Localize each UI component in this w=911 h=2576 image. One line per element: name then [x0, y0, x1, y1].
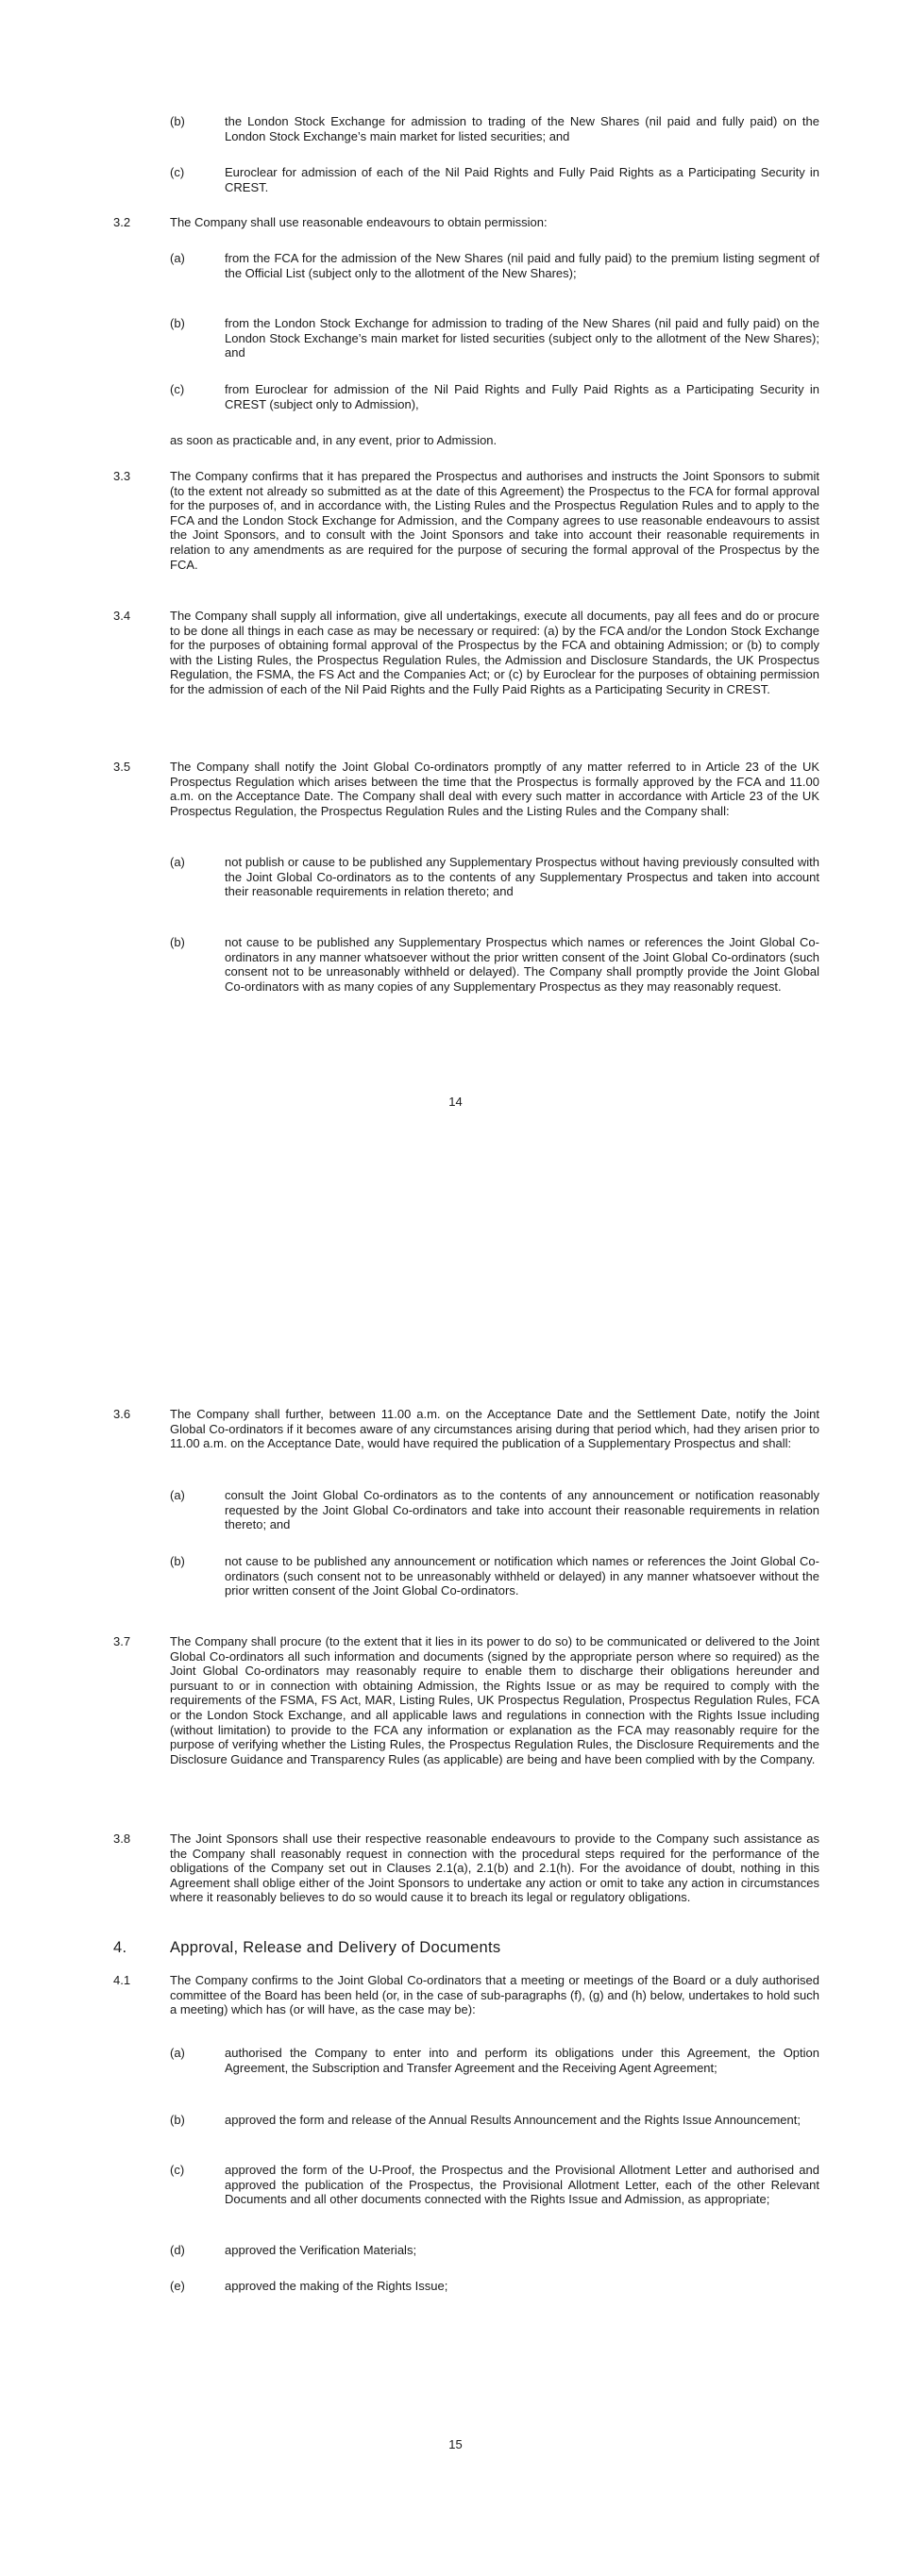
- clause-3-2b-text: from the London Stock Exchange for admission to trading of the New Shares (nil paid and fully paid) on the London Stock Exchange’s main market for listed securities (subject only to the allotment of the New Shares); and: [225, 316, 819, 360]
- clause-3-2-text: The Company shall use reasonable endeavours to obtain permission:: [170, 215, 548, 229]
- clause-4-1c-number: (c): [170, 2163, 185, 2177]
- clause-3-2a-text: from the FCA for the admission of the New Shares (nil paid and fully paid) to the premium listing segment of the Official List (subject only to the allotment of the New Shares);: [225, 251, 819, 280]
- clause-4-1a-number: (a): [170, 2046, 185, 2060]
- section-4-number: 4.: [113, 1939, 127, 1956]
- clause-3-6b-text: not cause to be published any announcement or notification which names or references the Joint Global Co-ordinators (such consent not to be unreasonably withheld or delayed) in any manner whatsoever without the prior written consent of the Joint Global Co-ordinators.: [225, 1554, 819, 1598]
- clause-3-2-tail: as soon as practicable and, in any event, prior to Admission.: [170, 433, 498, 447]
- clause-3-6-text: The Company shall further, between 11.00 a.m. on the Acceptance Date and the Settlement Date, notify the Joint Global Co-ordinators if it becomes aware of any circumstances arising during that period which, had they arisen prior to 11.00 a.m. on the Acceptance Date, would have required the publication of a Supplementary Prospectus and shall:: [170, 1407, 819, 1451]
- clause-3-6a-text: consult the Joint Global Co-ordinators as to the contents of any announcement or notification reasonably requested by the Joint Global Co-ordinators and take into account their reasonable requirements in relation thereto; and: [225, 1488, 819, 1532]
- clause-4-1c-text: approved the form of the U-Proof, the Prospectus and the Provisional Allotment Letter and authorised and approved the publication of the Prospectus, the Provisional Allotment Letter, each of the other Relevant Documents and all other documents connected with the Rights Issue and Admission, as appropriate;: [225, 2163, 819, 2207]
- clause-3-5b-number: (b): [170, 935, 185, 949]
- clause-3-6b-number: (b): [170, 1554, 185, 1568]
- clause-4-1e-number: (e): [170, 2279, 185, 2293]
- clause-3-5-text: The Company shall notify the Joint Global Co-ordinators promptly of any matter referred to in Article 23 of the UK Prospectus Regulation which arises between the time that the Prospectus is formally approved by the FCA and 11.00 a.m. on the Acceptance Date. The Company shall deal with every such matter in accordance with Article 23 of the UK Prospectus Regulation, the Prospectus Regulation Rules and the Listing Rules and the Company shall:: [170, 760, 819, 818]
- clause-4-1-text: The Company confirms to the Joint Global Co-ordinators that a meeting or meetings of the Board or a duly authorised committee of the Board has been held (or, in the case of sub-paragraphs (f), (g) and (h) below, undertakes to hold such a meeting) which has (or will have, as the case may be):: [170, 1973, 819, 2017]
- clause-3-5b-text: not cause to be published any Supplementary Prospectus which names or references the Joint Global Co-ordinators in any manner whatsoever without the prior written consent of the Joint Global Co-ordinators (such consent not to be unreasonably withheld or delayed). The Company shall promptly provide the Joint Global Co-ordinators with as many copies of any Supplementary Prospectus as they may reasonably request.: [225, 935, 819, 994]
- clause-4-1-number: 4.1: [113, 1973, 131, 1987]
- clause-3-5-number: 3.5: [113, 760, 131, 774]
- clause-3-1c-number: (c): [170, 165, 185, 179]
- page-number: 14: [448, 1095, 463, 1109]
- clause-3-4-text: The Company shall supply all information, give all undertakings, execute all documents, pay all fees and do or procure to be done all things in each case as may be necessary or required: (a) by the FCA and/or the London Stock Exchange for the purposes of obtaining formal approval of the Prospectus by the FCA and obtaining Admission; or (b) to comply with the Listing Rules, the Prospectus Regulation Rules, the Admission and Disclosure Standards, the UK Prospectus Regulation, the FSMA, the FS Act and the Companies Act; or (c) by Euroclear for the purposes of obtaining permission for the admission of each of the Nil Paid Rights and the Fully Paid Rights as a Participating Security in CREST.: [170, 609, 819, 696]
- clause-3-6a-number: (a): [170, 1488, 185, 1502]
- clause-3-5a-number: (a): [170, 855, 185, 869]
- clause-4-1b-text: approved the form and release of the Annual Results Announcement and the Rights Issue Announcement;: [225, 2113, 801, 2127]
- clause-3-2c-text: from Euroclear for admission of the Nil Paid Rights and Fully Paid Rights as a Participating Security in CREST (subject only to Admission),: [225, 382, 819, 411]
- clause-3-8-text: The Joint Sponsors shall use their respective reasonable endeavours to provide to the Company such assistance as the Company shall reasonably request in connection with the procedural steps required for the performance of the obligations of the Company set out in Clauses 2.1(a), 2.1(b) and 2.1(h). For the avoidance of doubt, nothing in this Agreement shall oblige either of the Joint Sponsors to undertake any action or omit to take any action in circumstances where it reasonably believes to do so would cause it to breach its legal or regulatory obligations.: [170, 1832, 819, 1905]
- clause-3-7-number: 3.7: [113, 1634, 131, 1648]
- clause-4-1e-text: approved the making of the Rights Issue;: [225, 2279, 448, 2293]
- clause-3-7-text: The Company shall procure (to the extent that it lies in its power to do so) to be communicated or delivered to the Joint Global Co-ordinators all such information and documents (signed by the appropriate person where so required) as the Joint Global Co-ordinators may reasonably require to enable them to discharge their obligations hereunder and pursuant to or in connection with obtaining Admission, the Rights Issue or as may be required to comply with the requirements of the FSMA, FS Act, MAR, Listing Rules, UK Prospectus Regulation, Prospectus Regulation Rules, FCA or the London Stock Exchange, and all applicable laws and regulations in connection with the Rights Issue including (without limitation) to provide to the FCA any information or explanation as the FCA may reasonably require for the purpose of verifying whether the Listing Rules, the Prospectus Regulation Rules, the Disclosure Requirements and the Disclosure Guidance and Transparency Rules (as applicable) are being and have been complied with by the Company.: [170, 1634, 819, 1766]
- clause-4-1d-text: approved the Verification Materials;: [225, 2243, 417, 2257]
- clause-3-2b-number: (b): [170, 316, 185, 330]
- clause-3-4-number: 3.4: [113, 609, 131, 623]
- clause-3-2c-number: (c): [170, 382, 185, 396]
- clause-3-3-number: 3.3: [113, 469, 131, 483]
- clause-4-1b-number: (b): [170, 2113, 185, 2127]
- page-number: 15: [448, 2437, 463, 2451]
- section-4-heading: Approval, Release and Delivery of Documents: [170, 1939, 501, 1956]
- clause-3-8-number: 3.8: [113, 1832, 131, 1846]
- clause-3-1b-text: the London Stock Exchange for admission to trading of the New Shares (nil paid and fully paid) on the London Stock Exchange’s main market for listed securities; and: [225, 114, 819, 143]
- clause-4-1a-text: authorised the Company to enter into and perform its obligations under this Agreement, the Option Agreement, the Subscription and Transfer Agreement and the Receiving Agent Agreement;: [225, 2046, 819, 2075]
- clause-3-1b-number: (b): [170, 114, 185, 128]
- clause-3-5a-text: not publish or cause to be published any Supplementary Prospectus without having previously consulted with the Joint Global Co-ordinators as to the contents of any Supplementary Prospectus and taken into account their reasonable requirements in relation thereto; and: [225, 855, 819, 899]
- clause-3-1c-text: Euroclear for admission of each of the Nil Paid Rights and Fully Paid Rights as a Participating Security in CREST.: [225, 165, 819, 194]
- clause-3-6-number: 3.6: [113, 1407, 131, 1421]
- clause-3-2a-number: (a): [170, 251, 185, 265]
- clause-3-2-number: 3.2: [113, 215, 131, 229]
- clause-3-3-text: The Company confirms that it has prepared the Prospectus and authorises and instructs the Joint Sponsors to submit (to the extent not already so submitted as at the date of this Agreement) the Prospectus to the FCA for formal approval for the purposes of, and in accordance with, the Listing Rules and the Prospectus Regulation Rules and to apply to the FCA and the London Stock Exchange for Admission, and the Company agrees to use reasonable endeavours to assist the Joint Sponsors, and to consult with the Joint Sponsors and take into account their reasonable requirements in relation to any amendments as are required for the purpose of securing the formal approval of the Prospectus by the FCA.: [170, 469, 819, 572]
- clause-4-1d-number: (d): [170, 2243, 185, 2257]
